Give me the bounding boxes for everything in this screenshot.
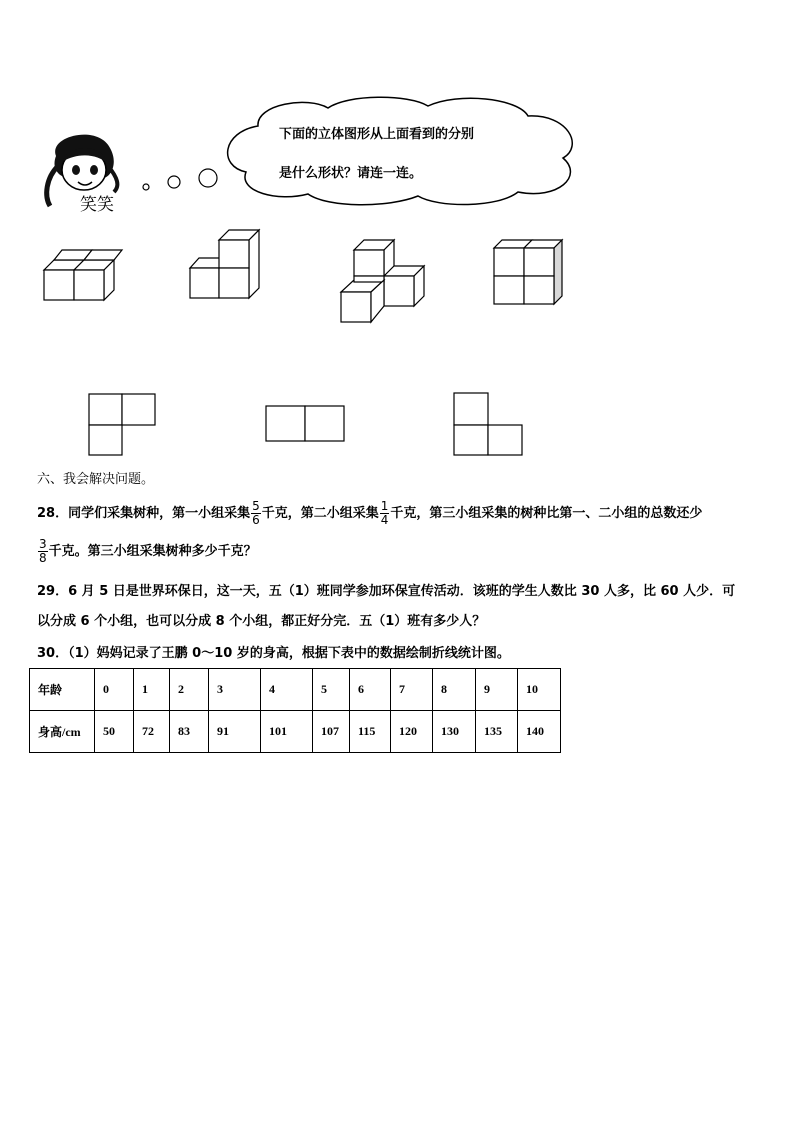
fraction-numerator: 3 [39, 537, 47, 551]
cloud-text-line2: 是什么形状？请连一连。 [279, 166, 423, 181]
cloud-text-line1: 下面的立体图形从上面看到的分别 [279, 127, 475, 142]
q28-fraction-3 [38, 538, 48, 565]
speech-cloud [218, 96, 584, 208]
table-row-height [30, 711, 561, 753]
solid-figure-1 [43, 246, 123, 302]
table-cell: 10 [518, 669, 561, 711]
q28-fraction-1 [251, 500, 261, 527]
table-row-age [30, 669, 561, 711]
thought-bubbles [138, 166, 222, 196]
question-29-line2: 以分成 6 个小组，也可以分成 8 个小组，都正好分完．五（1）班有多少人？ [37, 614, 486, 629]
fraction-denominator: 6 [252, 513, 260, 527]
table-cell: 50 [95, 711, 134, 753]
top-view-shape-2 [265, 405, 347, 443]
height-data-table [29, 668, 561, 753]
table-cell: 72 [134, 711, 170, 753]
table-cell: 2 [170, 669, 209, 711]
table-cell: 140 [518, 711, 561, 753]
fraction-numerator: 1 [380, 499, 389, 513]
table-cell: 6 [350, 669, 391, 711]
character-label: 笑笑 [80, 195, 114, 215]
table-cell: 身高/cm [30, 711, 95, 753]
q28-fraction-2 [380, 500, 390, 527]
table-cell: 8 [433, 669, 476, 711]
fraction-denominator: 8 [39, 551, 47, 565]
question-29-line1: 29．6 月 5 日是世界环保日，这一天，五（1）班同学参加环保宣传活动．该班的学生人数比 30 人多，比 60 人少．可 [37, 584, 736, 599]
table-cell: 115 [350, 711, 391, 753]
section-6-title: 六、我会解决问题。 [37, 472, 155, 487]
table-cell: 3 [209, 669, 261, 711]
fraction-numerator: 5 [252, 499, 260, 513]
table-cell: 0 [95, 669, 134, 711]
table-cell: 130 [433, 711, 476, 753]
q28-text-part3: 千克，第三小组采集的树种比第一、二小组的总数还少 [390, 506, 703, 521]
solid-figure-4 [492, 238, 568, 306]
table-cell: 135 [476, 711, 518, 753]
q28-text-part4: 千克。第三小组采集树种多少千克？ [48, 544, 257, 559]
table-cell: 4 [261, 669, 313, 711]
solid-figure-2 [189, 228, 263, 300]
top-view-shape-1 [88, 393, 158, 457]
table-cell: 120 [391, 711, 433, 753]
q28-text-part2: 千克，第二小组采集 [261, 506, 379, 521]
solid-figure-3 [340, 238, 428, 324]
table-cell: 9 [476, 669, 518, 711]
table-cell: 83 [170, 711, 209, 753]
table-cell: 7 [391, 669, 433, 711]
table-cell: 1 [134, 669, 170, 711]
table-cell: 5 [313, 669, 350, 711]
q28-text-part1: 28．同学们采集树种，第一小组采集 [37, 506, 251, 521]
table-cell: 91 [209, 711, 261, 753]
table-cell: 年龄 [30, 669, 95, 711]
question-28-continued [37, 538, 257, 565]
table-cell: 101 [261, 711, 313, 753]
question-28 [37, 500, 702, 527]
question-30-line1: 30．（1）妈妈记录了王鹏 0～10 岁的身高，根据下表中的数据绘制折线统计图。 [37, 646, 510, 661]
fraction-denominator: 4 [380, 513, 389, 527]
top-view-shape-3 [453, 392, 525, 458]
table-cell: 107 [313, 711, 350, 753]
